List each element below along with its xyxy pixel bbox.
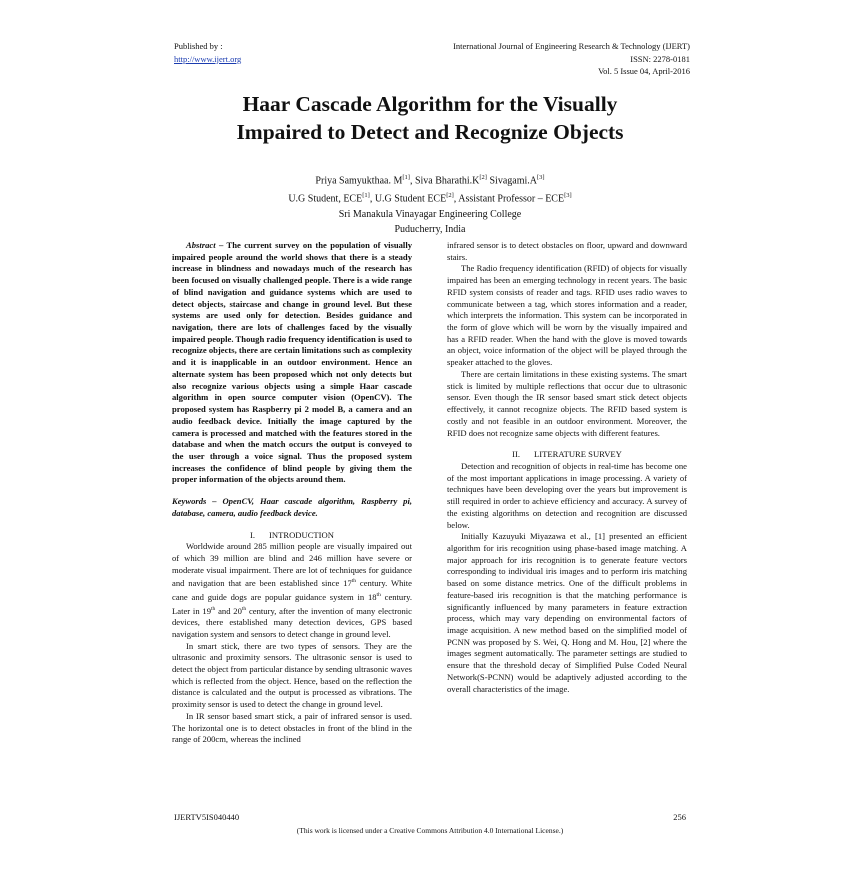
publisher-block [174, 40, 241, 65]
intro-paragraph-4: The Radio frequency identification (RFID) of objects for visually impaired has been an emerging technology in recent years. The basic RFID system consists of reader and tags. RFID uses radio waves to communicate between a tag, which stores information and a reader, which interprets the information. This system can be incorporated in the form of glove which will be worn by the visually impaired and has a RFID reader. When the hand with the glove is moved towards an object, voice information of the object will be played through the speaker attached to the gloves. [447, 263, 687, 368]
title-line-2: Impaired to Detect and Recognize Objects [236, 120, 624, 144]
journal-name: International Journal of Engineering Research & Technology (IJERT) [453, 41, 690, 51]
paper-title [120, 90, 740, 146]
section-heading-introduction: I. INTRODUCTION [250, 529, 334, 540]
section-heading-literature-survey: II. LITERATURE SURVEY [512, 449, 622, 460]
author-place: Puducherry, India [394, 223, 466, 235]
journal-issn: ISSN: 2278-0181 [630, 53, 690, 64]
title-line-1: Haar Cascade Algorithm for the Visually [242, 92, 618, 116]
author-names: Priya Samyukthaa. M[1], Siva Bharathi.K[2] Sivagami.A[3] [315, 174, 545, 187]
journal-volume: Vol. 5 Issue 04, April-2016 [598, 66, 690, 76]
survey-paragraph-1: Detection and recognition of objects in real-time has become one of the most important applications in image processing. A variety of techniques have been developing over the years but improvement is still required in order to achieve efficiency and accuracy. A survey of the existing algorithms on detection and recognition are discussed below. [447, 460, 687, 530]
intro-paragraph-5: There are certain limitations in these existing systems. The smart stick is limited by multiple reflections that occur due to ultrasonic sensor. Even though the IR sensor based smart stick detect objects effectively, it cannot recognize objects. The RFID based system is costly and not feasible in an outdoor environment. Moreover, the RFID does not recognize same objects with different features. [447, 368, 687, 438]
intro-paragraph-3-continued: infrared sensor is to detect obstacles on floor, upward and downward stairs. [447, 240, 687, 262]
survey-paragraph-2: Initially Kazuyuki Miyazawa et al., [1] presented an efficient algorithm for iris recognition using phase-based image matching. A major approach for iris recognition is to generate feature vectors corresponding to individual iris images and to perform iris matching based on some distance metrics. One of the difficult problems in feature-based iris recognition is that the matching performance is significantly influenced by many parameters in feature extraction process, which may vary depending on environmental factors of image acquisition. A new method based on the simplified model of PCNN was proposed by S. Wei, Q. Hong and M. Hou, [2] where the images segment automatically. The parameter settings are studied to ensure that the threshold decay of Simplified Pulse Coded Neural Network(S-PCNN) would be adaptively adjusted according to the overall characteristics of the image. [447, 531, 687, 694]
published-by: Published by : [174, 41, 223, 51]
right-column [447, 240, 687, 695]
publisher-url-link[interactable]: http://www.ijert.org [174, 53, 242, 64]
author-block [120, 170, 740, 237]
journal-block [453, 40, 690, 78]
intro-paragraph-3: In IR sensor based smart stick, a pair of infrared sensor is used. The horizontal one is to detect obstacles in front of the blind in the range of 200cm, whereas the inclined [172, 710, 412, 745]
intro-paragraph-2: In smart stick, there are two types of sensors. They are the ultrasonic and proximity sensors. The ultrasonic sensor is used to detect the object from particular distance by sending ultrasonic waves which is reflected from the object. Hence, based on the reflection the distance is calculated and the output is processed as vibrations. The proximity sensor is used to detect the change in ground level. [172, 640, 412, 710]
intro-paragraph-1: Worldwide around 285 million people are visually impaired out of which 39 million are blind and 246 million have severe or moderate visual impairment. There are lot of techniques for guidance and navigation that are been established since 17th century. White cane and guide dogs are popular guidance system in 18th century. Later in 19th and 20th century, after the invention of many electronic devices, there established many detection devices, GPS based navigation system and sensors to detect change in ground level. [172, 541, 412, 639]
author-roles: U.G Student, ECE[1], U.G Student ECE[2], Assistant Professor – ECE[3] [288, 192, 572, 205]
license-note: (This work is licensed under a Creative Commons Attribution 4.0 International License.) [296, 826, 564, 835]
page-number: 256 [673, 812, 686, 822]
author-college: Sri Manakula Vinayagar Engineering College [338, 208, 522, 220]
abstract: Abstract – The current survey on the population of visually impaired people around the world shows that there is a steady increase in blindness and nowadays much of the research has been focused on visually challenged people. There is a wide range of blind navigation and guidance systems which are used to detect objects, staircase and change in ground level. But these systems are used only for detection. Besides guidance and navigation, there are lots of challenges faced by the visually impaired people. Though radio frequency identification is used to recognize objects, there are certain limitations such as complexity and it is inapplicable in an outdoor environment. Hence an alternate system has been proposed which not only detects but also recognize various objects using a simple Haar cascade algorithm in open source computer vision (OpenCV). The proposed system has Raspberry pi 2 model B, a camera and an audio feedback device. Initially the image captured by the camera is processed and matched with the features stored in the database and when the match occurs the output is conveyed to the user through a voice signal. Thus the proposed system increases the confidence of blind people by giving them the proper information of the objects around them. [172, 240, 412, 485]
paper-id: IJERTV5IS040440 [174, 812, 240, 822]
left-column [172, 240, 412, 746]
keywords: Keywords – OpenCV, Haar cascade algorithm, Raspberry pi, database, camera, audio feedback device. [172, 496, 412, 518]
